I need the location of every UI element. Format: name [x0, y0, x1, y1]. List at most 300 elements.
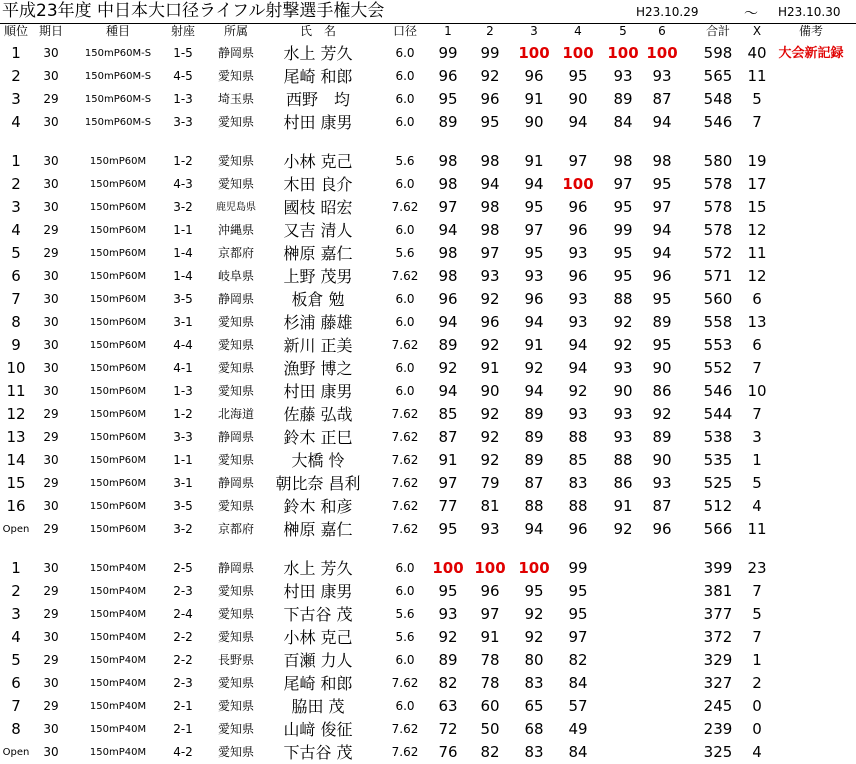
- score-series-4: 49: [568, 720, 588, 738]
- caliber-cell: 6.0: [395, 115, 415, 129]
- score-series-4: 97: [568, 628, 588, 646]
- score-series-3: 92: [524, 605, 544, 623]
- rank-cell: 7: [11, 290, 21, 308]
- lane-cell: 3-2: [173, 200, 193, 214]
- score-series-1: 94: [438, 313, 458, 331]
- lane-cell: 1-4: [173, 269, 193, 283]
- header-day: 期日: [38, 24, 63, 38]
- score-series-1: 89: [438, 651, 458, 669]
- name-cell: 又吉 清人: [283, 221, 353, 240]
- header-series-4: 4: [574, 24, 582, 38]
- score-series-3: 94: [524, 520, 544, 538]
- name-cell: 尾崎 和郎: [283, 674, 353, 693]
- score-series-2: 94: [480, 175, 500, 193]
- event-cell: 150mP60M: [89, 225, 147, 236]
- header-series-3: 3: [530, 24, 538, 38]
- score-series-4: 92: [568, 382, 588, 400]
- score-series-3: 83: [524, 743, 544, 761]
- name-cell: 上野 茂男: [283, 267, 353, 286]
- lane-cell: 3-1: [173, 476, 193, 490]
- table-row: [0, 219, 856, 242]
- caliber-cell: 7.62: [391, 499, 419, 513]
- x-count-cell: 23: [747, 559, 767, 577]
- prefecture-cell: 愛知県: [217, 584, 254, 598]
- table-row: [0, 672, 856, 695]
- table-row: [0, 42, 856, 65]
- caliber-cell: 5.6: [395, 607, 415, 621]
- rank-cell: Open: [2, 524, 30, 535]
- score-series-4: 84: [568, 743, 588, 761]
- day-cell: 29: [43, 653, 59, 667]
- start-date: H23.10.29: [636, 5, 699, 19]
- name-cell: 尾崎 和郎: [283, 67, 353, 86]
- score-series-1: 76: [438, 743, 458, 761]
- score-series-1: 98: [438, 244, 458, 262]
- score-series-4: 99: [568, 559, 588, 577]
- total-cell: 329: [703, 651, 733, 669]
- rank-cell: 11: [6, 382, 26, 400]
- score-series-5: 89: [613, 90, 633, 108]
- caliber-cell: 6.0: [395, 92, 415, 106]
- prefecture-cell: 静岡県: [217, 292, 254, 306]
- score-series-3: 80: [524, 651, 544, 669]
- score-series-6: 97: [652, 198, 672, 216]
- caliber-cell: 7.62: [391, 453, 419, 467]
- day-cell: 29: [43, 407, 59, 421]
- score-series-2: 60: [480, 697, 500, 715]
- score-series-4: 100: [562, 44, 594, 62]
- event-cell: 150mP60M-S: [84, 48, 152, 59]
- table-row: [0, 580, 856, 603]
- table-row: [0, 695, 856, 718]
- score-series-1: 72: [438, 720, 458, 738]
- score-series-3: 91: [524, 336, 544, 354]
- score-series-5: 95: [613, 244, 633, 262]
- score-series-3: 97: [524, 221, 544, 239]
- event-cell: 150mP60M: [89, 363, 147, 374]
- caliber-cell: 6.0: [395, 584, 415, 598]
- score-series-5: 95: [613, 267, 633, 285]
- score-series-1: 100: [432, 559, 464, 577]
- caliber-cell: 6.0: [395, 223, 415, 237]
- prefecture-cell: 愛知県: [217, 69, 254, 83]
- name-cell: 朝比奈 昌利: [275, 474, 361, 493]
- name-cell: 山﨑 俊征: [283, 720, 353, 739]
- event-cell: 150mP60M: [89, 248, 147, 259]
- score-series-6: 92: [652, 405, 672, 423]
- date-separator: ～: [744, 6, 758, 22]
- score-series-3: 65: [524, 697, 544, 715]
- score-series-3: 68: [524, 720, 544, 738]
- rank-cell: 4: [11, 628, 21, 646]
- caliber-cell: 6.0: [395, 292, 415, 306]
- event-cell: 150mP60M: [89, 432, 147, 443]
- name-cell: 漁野 博之: [283, 359, 353, 378]
- rank-cell: 13: [6, 428, 26, 446]
- score-series-3: 88: [524, 497, 544, 515]
- x-count-cell: 1: [752, 651, 762, 669]
- name-cell: 水上 芳久: [283, 559, 353, 578]
- score-series-3: 87: [524, 474, 544, 492]
- day-cell: 30: [43, 561, 59, 575]
- caliber-cell: 7.62: [391, 722, 419, 736]
- name-cell: 板倉 勉: [291, 290, 345, 309]
- score-series-2: 91: [480, 359, 500, 377]
- name-cell: 西野 均: [285, 90, 350, 109]
- score-series-1: 99: [438, 44, 458, 62]
- caliber-cell: 7.62: [391, 338, 419, 352]
- score-series-6: 89: [652, 428, 672, 446]
- lane-cell: 4-1: [173, 361, 193, 375]
- event-cell: 150mP60M: [89, 409, 147, 420]
- table-row: [0, 357, 856, 380]
- lane-cell: 4-5: [173, 69, 193, 83]
- score-series-1: 89: [438, 113, 458, 131]
- score-series-2: 81: [480, 497, 500, 515]
- score-series-4: 85: [568, 451, 588, 469]
- lane-cell: 3-3: [173, 430, 193, 444]
- day-cell: 29: [43, 476, 59, 490]
- rank-cell: 1: [11, 152, 21, 170]
- x-count-cell: 17: [747, 175, 767, 193]
- rank-cell: 9: [11, 336, 21, 354]
- header-event: 種目: [105, 24, 130, 38]
- total-cell: 325: [703, 743, 733, 761]
- total-cell: 578: [703, 198, 733, 216]
- name-cell: 榊原 嘉仁: [283, 520, 353, 539]
- score-series-4: 88: [568, 497, 588, 515]
- score-series-1: 93: [438, 605, 458, 623]
- lane-cell: 4-3: [173, 177, 193, 191]
- total-cell: 552: [703, 359, 733, 377]
- lane-cell: 1-1: [173, 223, 193, 237]
- total-cell: 239: [703, 720, 733, 738]
- total-cell: 553: [703, 336, 733, 354]
- caliber-cell: 6.0: [395, 653, 415, 667]
- score-series-1: 94: [438, 221, 458, 239]
- score-series-6: 93: [652, 67, 672, 85]
- score-series-3: 94: [524, 382, 544, 400]
- score-series-4: 96: [568, 520, 588, 538]
- event-cell: 150mP60M: [89, 271, 147, 282]
- score-series-4: 96: [568, 267, 588, 285]
- table-row: [0, 649, 856, 672]
- total-cell: 560: [703, 290, 733, 308]
- score-series-4: 84: [568, 674, 588, 692]
- score-series-4: 82: [568, 651, 588, 669]
- lane-cell: 4-2: [173, 745, 193, 759]
- score-series-2: 50: [480, 720, 500, 738]
- caliber-cell: 7.62: [391, 676, 419, 690]
- score-series-2: 92: [480, 428, 500, 446]
- day-cell: 30: [43, 292, 59, 306]
- rank-cell: 3: [11, 198, 21, 216]
- name-cell: 下古谷 茂: [283, 605, 353, 624]
- score-series-6: 87: [652, 90, 672, 108]
- score-series-3: 96: [524, 290, 544, 308]
- score-series-2: 92: [480, 451, 500, 469]
- total-cell: 566: [703, 520, 733, 538]
- total-cell: 546: [703, 113, 733, 131]
- score-series-4: 93: [568, 290, 588, 308]
- prefecture-cell: 愛知県: [217, 499, 254, 513]
- score-series-4: 94: [568, 113, 588, 131]
- x-count-cell: 6: [752, 336, 762, 354]
- score-series-6: 94: [652, 113, 672, 131]
- rank-cell: 12: [6, 405, 26, 423]
- total-cell: 512: [703, 497, 733, 515]
- table-row: [0, 626, 856, 649]
- prefecture-cell: 愛知県: [217, 154, 254, 168]
- prefecture-cell: 静岡県: [217, 476, 254, 490]
- rank-cell: 16: [6, 497, 26, 515]
- name-cell: 國枝 昭宏: [283, 198, 353, 217]
- score-series-1: 63: [438, 697, 458, 715]
- total-cell: 580: [703, 152, 733, 170]
- caliber-cell: 7.62: [391, 476, 419, 490]
- name-cell: 大橋 怜: [291, 451, 345, 470]
- day-cell: 29: [43, 699, 59, 713]
- day-cell: 30: [43, 676, 59, 690]
- day-cell: 30: [43, 269, 59, 283]
- end-date: H23.10.30: [778, 5, 841, 19]
- score-series-1: 96: [438, 67, 458, 85]
- score-series-5: 93: [613, 67, 633, 85]
- event-cell: 150mP60M-S: [84, 94, 152, 105]
- caliber-cell: 7.62: [391, 745, 419, 759]
- score-series-4: 95: [568, 605, 588, 623]
- table-row: [0, 518, 856, 541]
- x-count-cell: 5: [752, 90, 762, 108]
- score-series-3: 90: [524, 113, 544, 131]
- score-series-5: 92: [613, 336, 633, 354]
- event-cell: 150mP40M: [89, 724, 147, 735]
- score-series-3: 95: [524, 198, 544, 216]
- score-series-2: 92: [480, 67, 500, 85]
- rank-cell: 7: [11, 697, 21, 715]
- score-series-6: 94: [652, 221, 672, 239]
- rank-cell: 2: [11, 175, 21, 193]
- lane-cell: 2-3: [173, 676, 193, 690]
- name-cell: 木田 良介: [283, 175, 353, 194]
- day-cell: 29: [43, 430, 59, 444]
- day-cell: 30: [43, 154, 59, 168]
- day-cell: 30: [43, 115, 59, 129]
- score-series-1: 94: [438, 382, 458, 400]
- score-series-5: 91: [613, 497, 633, 515]
- score-series-2: 90: [480, 382, 500, 400]
- score-series-6: 95: [652, 336, 672, 354]
- caliber-cell: 6.0: [395, 46, 415, 60]
- caliber-cell: 5.6: [395, 630, 415, 644]
- x-count-cell: 3: [752, 428, 762, 446]
- name-cell: 脇田 茂: [291, 697, 345, 716]
- score-series-5: 90: [613, 382, 633, 400]
- prefecture-cell: 静岡県: [217, 46, 254, 60]
- score-series-4: 95: [568, 582, 588, 600]
- table-row: [0, 265, 856, 288]
- table-row: [0, 741, 856, 764]
- event-cell: 150mP60M: [89, 156, 147, 167]
- x-count-cell: 11: [747, 520, 767, 538]
- table-row: [0, 288, 856, 311]
- score-series-2: 91: [480, 628, 500, 646]
- score-series-1: 95: [438, 90, 458, 108]
- score-series-5: 92: [613, 313, 633, 331]
- name-cell: 小林 克己: [283, 152, 353, 171]
- x-count-cell: 7: [752, 628, 762, 646]
- rank-cell: 14: [6, 451, 26, 469]
- x-count-cell: 1: [752, 451, 762, 469]
- lane-cell: 1-5: [173, 46, 193, 60]
- x-count-cell: 5: [752, 605, 762, 623]
- score-series-4: 93: [568, 313, 588, 331]
- caliber-cell: 7.62: [391, 200, 419, 214]
- header-series-6: 6: [658, 24, 666, 38]
- prefecture-cell: 愛知県: [217, 115, 254, 129]
- caliber-cell: 6.0: [395, 69, 415, 83]
- score-series-6: 93: [652, 474, 672, 492]
- event-cell: 150mP40M: [89, 632, 147, 643]
- score-series-5: 98: [613, 152, 633, 170]
- rank-cell: 15: [6, 474, 26, 492]
- event-cell: 150mP40M: [89, 609, 147, 620]
- day-cell: 29: [43, 92, 59, 106]
- score-series-4: 94: [568, 359, 588, 377]
- score-series-3: 92: [524, 359, 544, 377]
- event-cell: 150mP40M: [89, 586, 147, 597]
- score-series-1: 98: [438, 175, 458, 193]
- rank-cell: 4: [11, 113, 21, 131]
- score-series-2: 96: [480, 313, 500, 331]
- total-cell: 558: [703, 313, 733, 331]
- score-series-5: 88: [613, 290, 633, 308]
- name-cell: 鈴木 正巳: [283, 428, 353, 447]
- caliber-cell: 5.6: [395, 154, 415, 168]
- table-row: [0, 380, 856, 403]
- rank-cell: 3: [11, 90, 21, 108]
- score-series-1: 96: [438, 290, 458, 308]
- x-count-cell: 7: [752, 405, 762, 423]
- name-cell: 杉浦 藤雄: [283, 313, 353, 332]
- total-cell: 399: [703, 559, 733, 577]
- score-series-3: 100: [518, 44, 550, 62]
- score-series-5: 92: [613, 520, 633, 538]
- lane-cell: 2-1: [173, 722, 193, 736]
- x-count-cell: 11: [747, 67, 767, 85]
- results-header: [0, 23, 856, 40]
- rank-cell: 10: [6, 359, 26, 377]
- table-row: [0, 557, 856, 580]
- score-series-6: 96: [652, 520, 672, 538]
- score-series-5: 86: [613, 474, 633, 492]
- lane-cell: 1-3: [173, 384, 193, 398]
- prefecture-cell: 静岡県: [217, 430, 254, 444]
- day-cell: 30: [43, 200, 59, 214]
- day-cell: 30: [43, 499, 59, 513]
- total-cell: 565: [703, 67, 733, 85]
- rank-cell: 6: [11, 674, 21, 692]
- day-cell: 30: [43, 630, 59, 644]
- name-cell: 小林 克己: [283, 628, 353, 647]
- score-series-5: 93: [613, 405, 633, 423]
- score-series-3: 91: [524, 152, 544, 170]
- total-cell: 546: [703, 382, 733, 400]
- table-row: [0, 403, 856, 426]
- x-count-cell: 19: [747, 152, 767, 170]
- score-series-4: 57: [568, 697, 588, 715]
- score-series-2: 100: [474, 559, 506, 577]
- score-series-5: 93: [613, 428, 633, 446]
- day-cell: 30: [43, 338, 59, 352]
- score-series-2: 93: [480, 267, 500, 285]
- score-series-1: 98: [438, 152, 458, 170]
- event-cell: 150mP60M: [89, 202, 147, 213]
- score-series-6: 98: [652, 152, 672, 170]
- total-cell: 381: [703, 582, 733, 600]
- score-series-1: 92: [438, 359, 458, 377]
- score-series-6: 89: [652, 313, 672, 331]
- total-cell: 535: [703, 451, 733, 469]
- x-count-cell: 12: [747, 221, 767, 239]
- score-series-1: 82: [438, 674, 458, 692]
- total-cell: 245: [703, 697, 733, 715]
- event-cell: 150mP40M: [89, 655, 147, 666]
- score-series-5: 95: [613, 198, 633, 216]
- day-cell: 29: [43, 607, 59, 621]
- score-series-3: 94: [524, 313, 544, 331]
- name-cell: 水上 芳久: [283, 44, 353, 63]
- lane-cell: 3-3: [173, 115, 193, 129]
- event-cell: 150mP40M: [89, 701, 147, 712]
- rank-cell: 8: [11, 720, 21, 738]
- lane-cell: 2-2: [173, 630, 193, 644]
- rank-cell: 3: [11, 605, 21, 623]
- score-series-2: 97: [480, 605, 500, 623]
- x-count-cell: 40: [747, 44, 767, 62]
- rank-cell: 2: [11, 67, 21, 85]
- header-series-2: 2: [486, 24, 494, 38]
- name-cell: 百瀬 力人: [283, 651, 353, 670]
- score-series-3: 94: [524, 175, 544, 193]
- prefecture-cell: 長野県: [217, 653, 254, 667]
- score-series-2: 96: [480, 90, 500, 108]
- lane-cell: 1-3: [173, 92, 193, 106]
- day-cell: 30: [43, 46, 59, 60]
- total-cell: 598: [703, 44, 733, 62]
- x-count-cell: 13: [747, 313, 767, 331]
- day-cell: 29: [43, 522, 59, 536]
- score-series-5: 99: [613, 221, 633, 239]
- caliber-cell: 6.0: [395, 315, 415, 329]
- lane-cell: 2-5: [173, 561, 193, 575]
- score-series-6: 100: [646, 44, 678, 62]
- header-series-1: 1: [444, 24, 452, 38]
- score-series-6: 90: [652, 451, 672, 469]
- event-cell: 150mP60M: [89, 524, 147, 535]
- score-series-1: 95: [438, 582, 458, 600]
- score-series-2: 95: [480, 113, 500, 131]
- score-series-2: 96: [480, 582, 500, 600]
- score-series-6: 94: [652, 244, 672, 262]
- table-row: [0, 111, 856, 134]
- score-series-2: 79: [480, 474, 500, 492]
- header-name: 氏 名: [299, 24, 336, 38]
- score-series-1: 98: [438, 267, 458, 285]
- event-cell: 150mP60M-S: [84, 117, 152, 128]
- score-series-2: 98: [480, 198, 500, 216]
- event-cell: 150mP60M: [89, 179, 147, 190]
